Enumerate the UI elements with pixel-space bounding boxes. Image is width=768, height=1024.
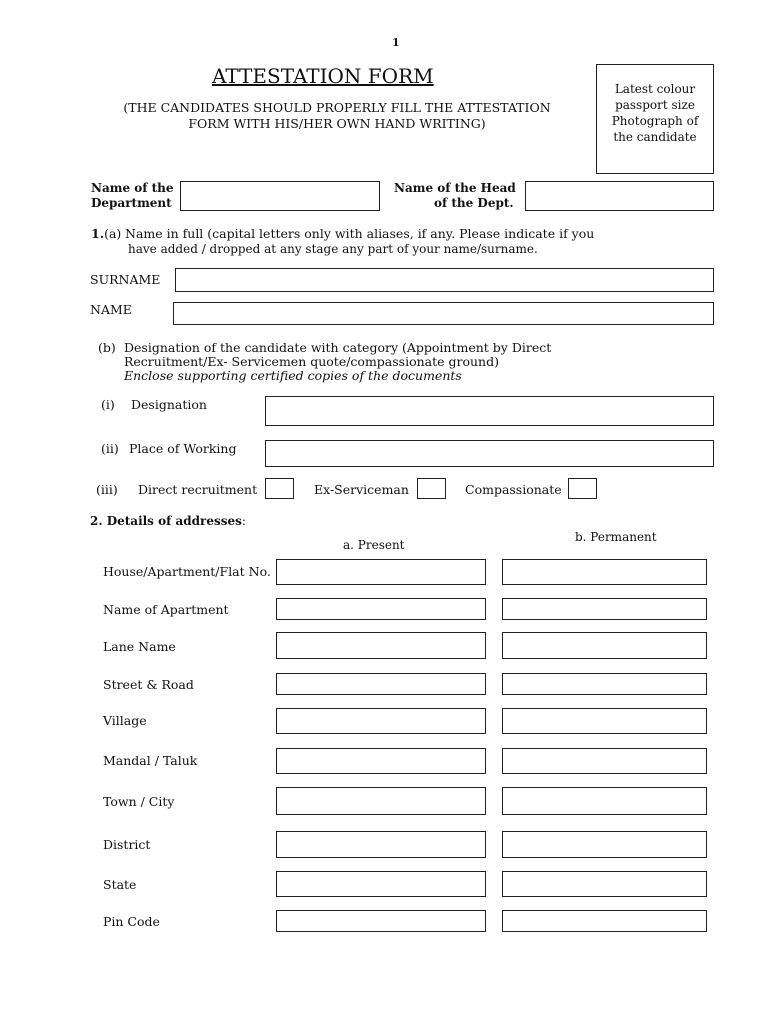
section-2-title: 2. Details of addresses xyxy=(90,514,242,528)
section-1-part-a: (a) xyxy=(104,226,122,241)
permanent-pincode-input[interactable] xyxy=(502,910,707,932)
place-of-working-label: Place of Working xyxy=(129,441,237,456)
present-district-input[interactable] xyxy=(276,831,486,858)
photo-label-3: Photograph of xyxy=(611,114,699,128)
department-field[interactable] xyxy=(180,181,380,211)
dept-label-1: Name of the xyxy=(91,181,174,195)
section-1b-line-3: Enclose supporting certified copies of the documents xyxy=(124,368,462,383)
compassionate-checkbox[interactable] xyxy=(568,478,597,499)
address-label-apartment: Name of Apartment xyxy=(103,602,229,617)
section-2-heading xyxy=(90,514,246,528)
present-apartment-input[interactable] xyxy=(276,598,486,620)
section-1a-line-2: have added / dropped at any stage any part of your name/surname. xyxy=(128,242,538,256)
section-1-heading xyxy=(91,226,121,241)
address-label-district: District xyxy=(103,837,151,852)
name-input[interactable] xyxy=(173,302,714,325)
section-1b-line-1: Designation of the candidate with category (Appointment by Direct xyxy=(124,340,552,355)
present-lane-input[interactable] xyxy=(276,632,486,659)
permanent-lane-input[interactable] xyxy=(502,632,707,659)
head-of-dept-field[interactable] xyxy=(525,181,714,211)
head-label-2: of the Dept. xyxy=(434,196,514,210)
category-number: (iii) xyxy=(96,482,118,497)
permanent-street-input[interactable] xyxy=(502,673,707,695)
present-house-input[interactable] xyxy=(276,559,486,585)
present-village-input[interactable] xyxy=(276,708,486,734)
photo-label-1: Latest colour xyxy=(614,82,696,96)
photo-label-2: passport size xyxy=(615,98,695,112)
place-of-working-number: (ii) xyxy=(101,441,119,456)
section-1b-line-2: Recruitment/Ex- Servicemen quote/compassionate ground) xyxy=(124,354,499,369)
permanent-house-input[interactable] xyxy=(502,559,707,585)
present-pincode-input[interactable] xyxy=(276,910,486,932)
page-title: ATTESTATION FORM xyxy=(212,64,434,88)
designation-input[interactable] xyxy=(265,396,714,426)
permanent-state-input[interactable] xyxy=(502,871,707,897)
address-label-village: Village xyxy=(103,713,147,728)
designation-number: (i) xyxy=(101,397,115,412)
surname-input[interactable] xyxy=(175,268,714,292)
page-number: 1 xyxy=(392,36,400,49)
present-mandal-input[interactable] xyxy=(276,748,486,774)
section-1-number: 1. xyxy=(91,226,105,241)
address-label-town: Town / City xyxy=(103,794,175,809)
subtitle-line-2: FORM WITH HIS/HER OWN HAND WRITING) xyxy=(188,116,486,131)
photo-label-4: the candidate xyxy=(613,130,697,144)
dept-label-2: Department xyxy=(91,196,172,210)
present-state-input[interactable] xyxy=(276,871,486,897)
section-1a-line-1: Name in full (capital letters only with aliases, if any. Please indicate if you xyxy=(125,226,595,241)
permanent-column-header: b. Permanent xyxy=(575,530,657,544)
section-1b-prefix: (b) xyxy=(98,340,116,355)
address-label-pincode: Pin Code xyxy=(103,914,160,929)
address-label-mandal: Mandal / Taluk xyxy=(103,753,198,768)
permanent-village-input[interactable] xyxy=(502,708,707,734)
permanent-apartment-input[interactable] xyxy=(502,598,707,620)
direct-recruitment-label: Direct recruitment xyxy=(138,482,258,497)
ex-serviceman-label: Ex-Serviceman xyxy=(314,482,409,497)
section-2-colon: : xyxy=(241,514,246,528)
subtitle-line-1: (THE CANDIDATES SHOULD PROPERLY FILL THE ATTESTATION xyxy=(123,100,551,115)
designation-label: Designation xyxy=(131,397,207,412)
permanent-mandal-input[interactable] xyxy=(502,748,707,774)
permanent-district-input[interactable] xyxy=(502,831,707,858)
place-of-working-input[interactable] xyxy=(265,440,714,467)
present-street-input[interactable] xyxy=(276,673,486,695)
name-label: NAME xyxy=(90,302,132,317)
present-column-header: a. Present xyxy=(343,538,405,552)
address-label-street: Street & Road xyxy=(103,677,194,692)
head-label-1: Name of the Head xyxy=(394,181,516,195)
present-town-input[interactable] xyxy=(276,787,486,815)
direct-recruitment-checkbox[interactable] xyxy=(265,478,294,499)
address-label-house: House/Apartment/Flat No. xyxy=(103,564,271,579)
photo-box[interactable] xyxy=(596,64,714,174)
compassionate-label: Compassionate xyxy=(465,482,562,497)
address-label-lane: Lane Name xyxy=(103,639,176,654)
surname-label: SURNAME xyxy=(90,272,161,287)
permanent-town-input[interactable] xyxy=(502,787,707,815)
address-label-state: State xyxy=(103,877,137,892)
ex-serviceman-checkbox[interactable] xyxy=(417,478,446,499)
